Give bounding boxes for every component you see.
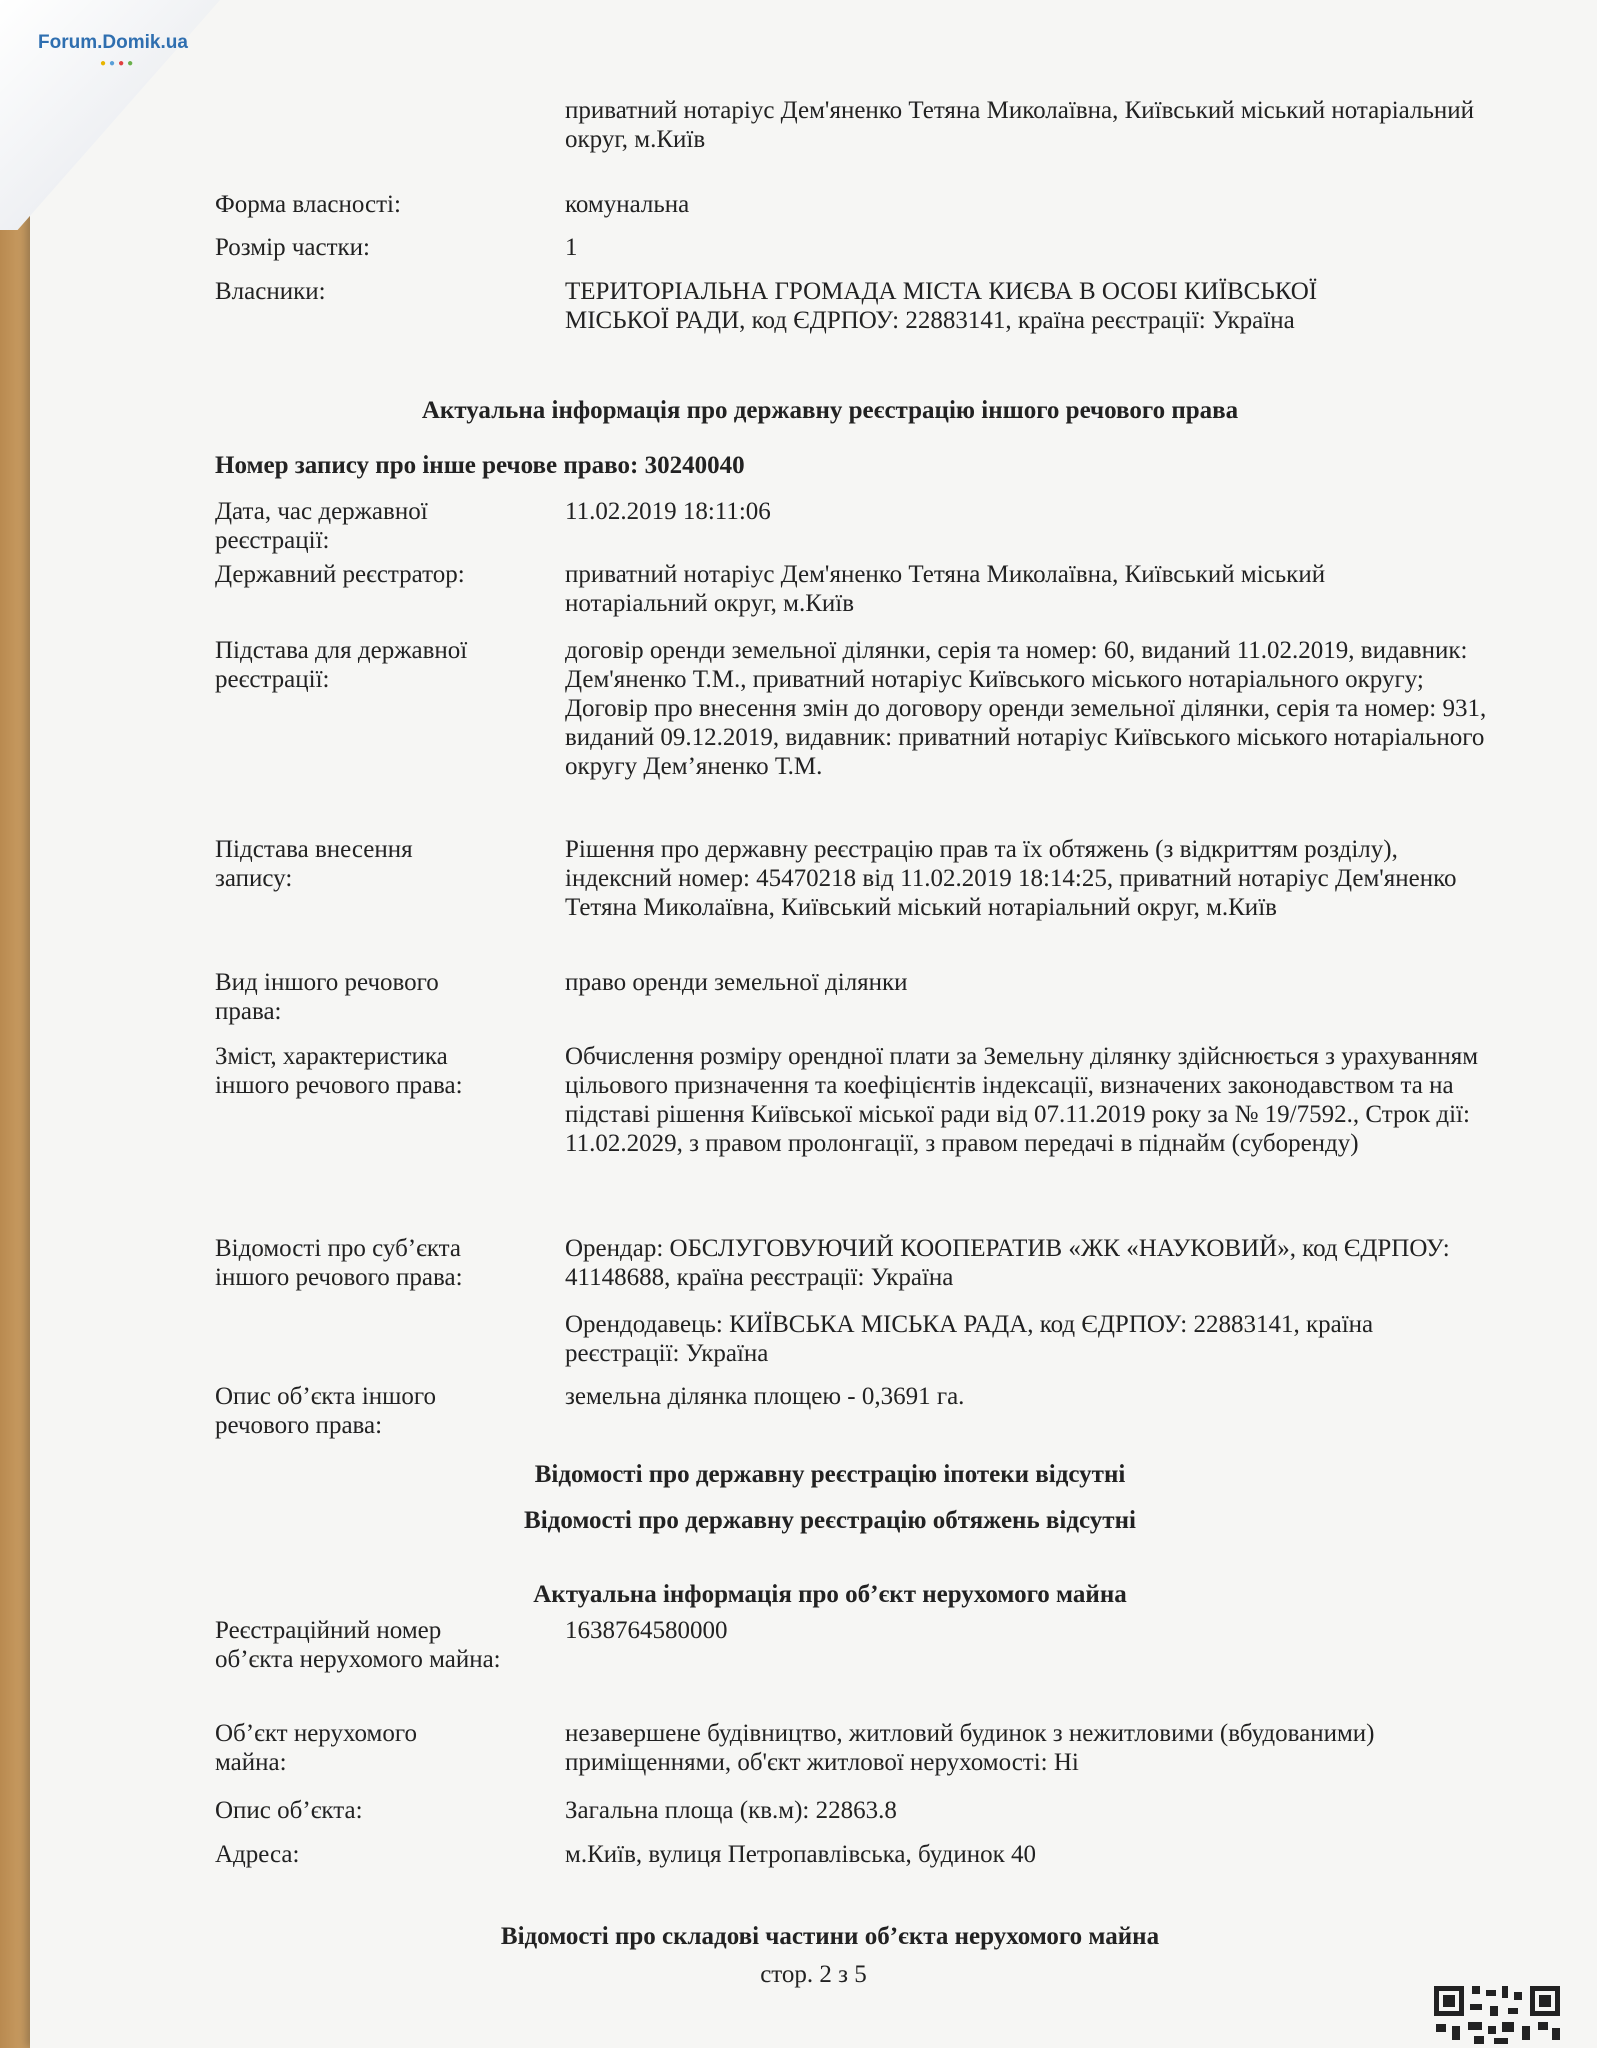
watermark-logo: Forum.Domik.ua [38, 32, 188, 53]
field-label: Дата, час державної реєстрації: [215, 498, 428, 554]
field-label: Державний реєстратор: [215, 561, 465, 588]
encumbrance-absent-heading: Відомості про державну реєстрацію обтяжень відсутні [524, 1507, 1136, 1534]
qr-code-icon [1430, 1982, 1565, 2048]
registrar-continuation-value: приватний нотаріус Дем'яненко Тетяна Миколаївна, Київський міський нотаріальний округ, м.Київ [565, 97, 1474, 153]
property-heading: Актуальна інформація про об’єкт нерухомого майна [533, 1581, 1127, 1608]
field-value: Загальна площа (кв.м): 22863.8 [565, 1797, 897, 1824]
field-label: Реєстраційний номер об’єкта нерухомого майна: [215, 1617, 501, 1673]
field-label: Відомості про суб’єкта іншого речового права: [215, 1235, 463, 1291]
field-label: Опис об’єкта: [215, 1797, 363, 1824]
mortgage-absent-heading: Відомості про державну реєстрацію іпотеки відсутні [534, 1461, 1126, 1488]
ownership-form-label: Форма власності: [215, 191, 401, 218]
document-page [30, 0, 1597, 2048]
field-label: Підстава внесення запису: [215, 836, 413, 892]
owners-label: Власники: [215, 278, 326, 305]
watermark-dots-icon: ●●●● [100, 58, 137, 69]
field-value: Обчислення розміру орендної плати за Земельну ділянку здійснюється з урахуванням цільового призначення та коефіцієнтів індексації, визначених законодавством та на підставі рішення Київської міської ради від 07.11.2019 року за № 19/7592., Строк дії: 11.02.2029, з правом пролонгації, з правом передачі в піднайм (суборенду) [565, 1043, 1479, 1157]
field-value: приватний нотаріус Дем'яненко Тетяна Миколаївна, Київський міський нотаріальний округ, м.Київ [565, 561, 1326, 617]
field-value: право оренди земельної ділянки [565, 969, 908, 996]
share-label: Розмір частки: [215, 234, 370, 261]
document-content [30, 0, 1597, 2048]
field-value: земельна ділянка площею - 0,3691 га. [565, 1383, 965, 1410]
field-value: м.Київ, вулиця Петропавлівська, будинок 40 [565, 1841, 1037, 1868]
field-value: Рішення про державну реєстрацію прав та їх обтяжень (з відкриттям розділу), індексний номер: 45470218 від 11.02.2019 18:14:25, приватний нотаріус Дем'яненко Тетяна Миколаївна, Київський міський нотаріальний округ, м.Київ [565, 836, 1457, 921]
field-label: Об’єкт нерухомого майна: [215, 1720, 417, 1776]
share-value: 1 [565, 234, 578, 261]
page-number: стор. 2 з 5 [760, 1961, 867, 1988]
field-value: Орендодавець: КИЇВСЬКА МІСЬКА РАДА, код ЄДРПОУ: 22883141, країна реєстрації: Україна [565, 1311, 1374, 1367]
field-label: Зміст, характеристика іншого речового права: [215, 1043, 463, 1099]
components-heading: Відомості про складові частини об’єкта нерухомого майна [500, 1923, 1160, 1950]
other-right-heading: Актуальна інформація про державну реєстрацію іншого речового права [421, 397, 1239, 424]
field-label: Опис об’єкта іншого речового права: [215, 1383, 437, 1439]
field-label: Адреса: [215, 1841, 300, 1868]
field-label: Вид іншого речового права: [215, 969, 439, 1025]
field-value: договір оренди земельної ділянки, серія та номер: 60, виданий 11.02.2019, видавник: Дем'яненко Т.М., приватний нотаріус Київського міського нотаріального округу; Договір про внесення змін до договору оренди земельної ділянки, серія та номер: 931, виданий 09.12.2019, видавник: приватний нотаріус Київського міського нотаріального округу Дем’яненко Т.М. [565, 637, 1487, 780]
field-value: 1638764580000 [565, 1617, 728, 1644]
field-value: незавершене будівництво, житловий будинок з нежитловими (вбудованими) приміщеннями, об'єкт житлової нерухомості: Ні [565, 1720, 1375, 1776]
field-value: Орендар: ОБСЛУГОВУЮЧИЙ КООПЕРАТИВ «ЖК «НАУКОВИЙ», код ЄДРПОУ: 41148688, країна реєстрації: Україна [565, 1235, 1450, 1291]
ownership-form-value: комунальна [565, 191, 690, 218]
owners-value: ТЕРИТОРІАЛЬНА ГРОМАДА МІСТА КИЄВА В ОСОБІ КИЇВСЬКОЇ МІСЬКОЇ РАДИ, код ЄДРПОУ: 22883141, країна реєстрації: Україна [565, 278, 1318, 334]
field-label: Підстава для державної реєстрації: [215, 637, 468, 693]
field-value: 11.02.2019 18:11:06 [565, 498, 771, 525]
record-number: Номер запису про інше речове право: 30240040 [215, 452, 745, 479]
